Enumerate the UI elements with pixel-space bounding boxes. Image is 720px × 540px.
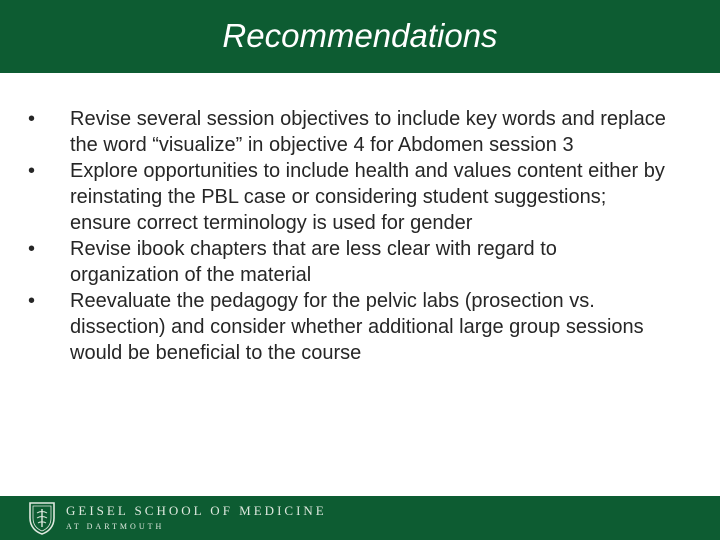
bullet-text: Reevaluate the pedagogy for the pelvic labs (prosection vs. dissection) and consider whether additional large group sessions would be beneficial to the course <box>70 290 644 364</box>
bullet-item <box>28 288 668 366</box>
bullet-item <box>28 106 668 158</box>
bullet-marker: • <box>28 160 36 182</box>
bullet-marker: • <box>28 108 36 130</box>
school-subtitle: AT DARTMOUTH <box>66 522 165 531</box>
bullet-text: Revise several session objectives to include key words and replace the word “visualize” in objective 4 for Abdomen session 3 <box>70 108 666 156</box>
bullet-list <box>28 106 668 366</box>
footer-bar <box>0 496 720 540</box>
slide-title: Recommendations <box>222 17 498 54</box>
school-seal-icon <box>26 500 58 536</box>
bullet-item <box>28 158 668 236</box>
bullet-marker: • <box>28 238 36 260</box>
school-name: GEISEL SCHOOL OF MEDICINE <box>66 503 327 518</box>
bullet-text: Revise ibook chapters that are less clear with regard to organization of the material <box>70 238 557 286</box>
bullet-item <box>28 236 668 288</box>
bullet-marker: • <box>28 290 36 312</box>
title-bar <box>0 0 720 73</box>
bullet-text: Explore opportunities to include health and values content either by reinstating the PBL case or considering student suggestions; ensure correct terminology is used for gender <box>70 160 665 234</box>
